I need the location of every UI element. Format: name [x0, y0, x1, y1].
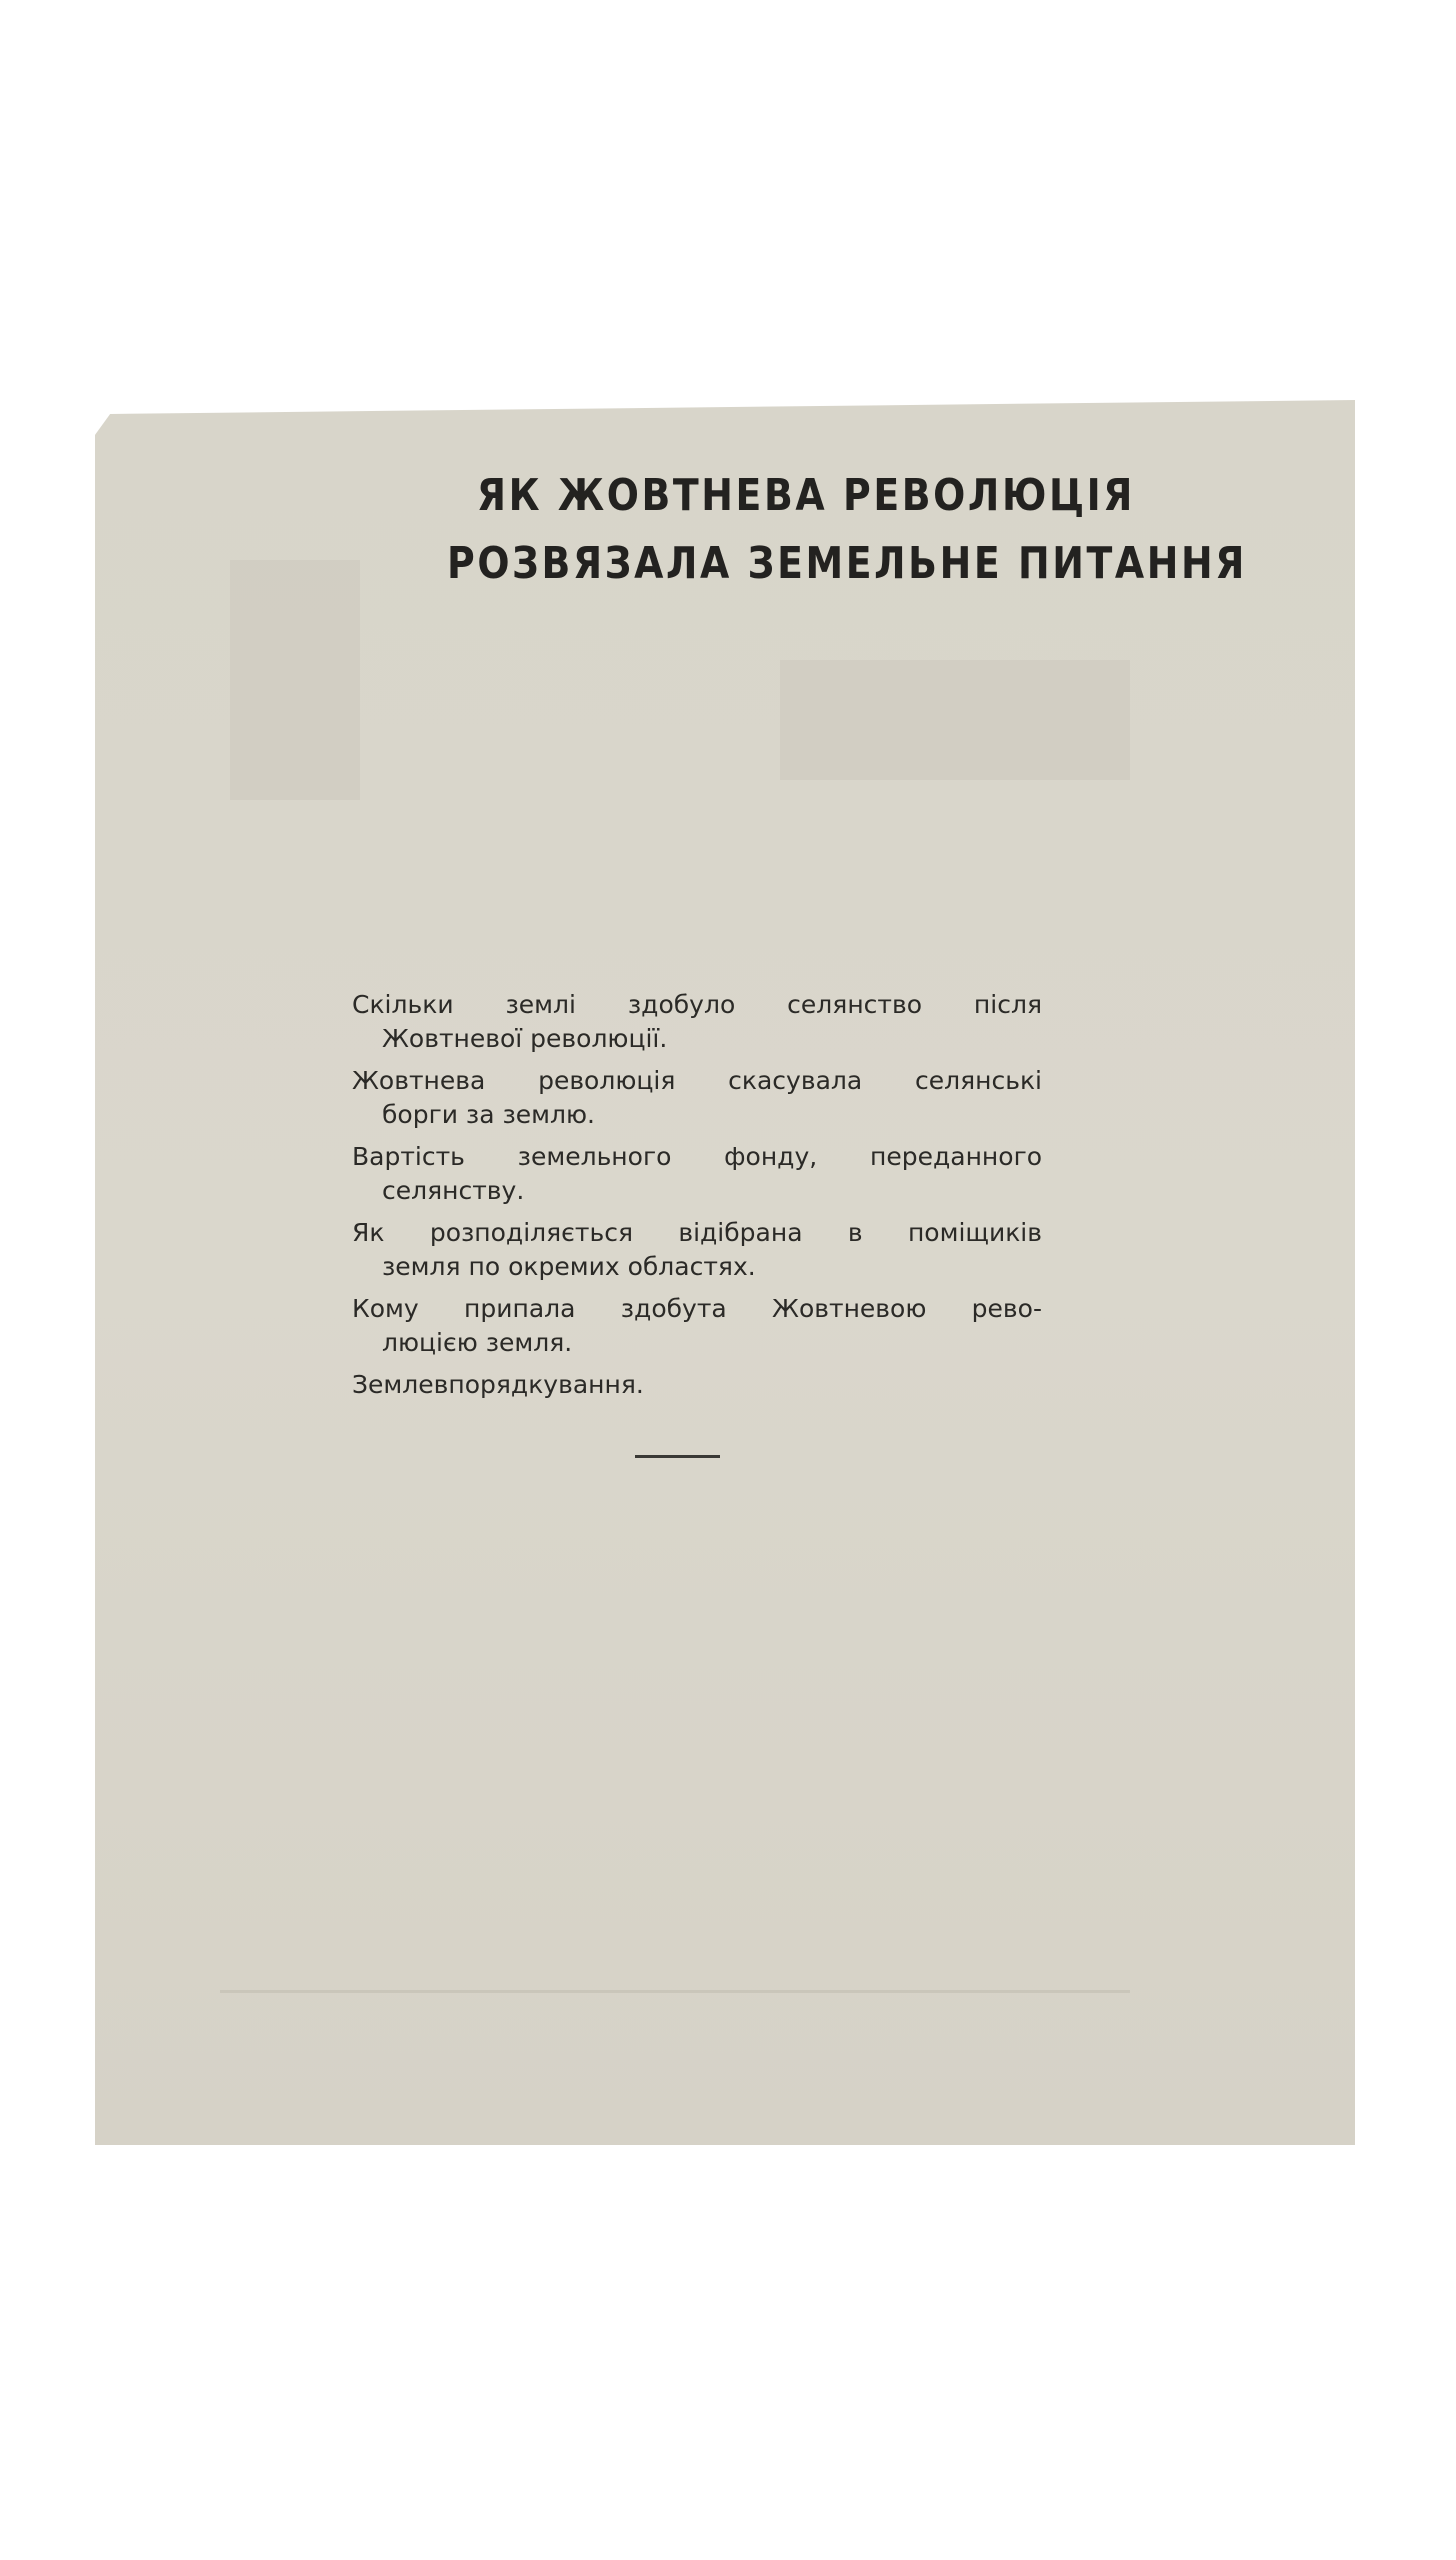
contents-item: Як розподіляється відібрана в поміщиків земля по окремих областях.	[352, 1218, 1042, 1281]
contents-item: Скільки землі здобуло селянство після Жовтневої революції.	[352, 990, 1042, 1053]
contents-item: Вартість земельного фонду, переданного селянству.	[352, 1142, 1042, 1205]
contents-item: Землевпорядкування.	[352, 1370, 644, 1399]
bleed-through-illustration	[780, 660, 1130, 780]
page-title	[447, 462, 1248, 598]
title-line-1: ЯК ЖОВТНЕВА РЕВОЛЮЦІЯ	[476, 470, 1135, 521]
title-line-2: РОЗВЯЗАЛА ЗЕМЕЛЬНЕ ПИТАННЯ	[447, 538, 1248, 589]
bleed-through-illustration	[230, 560, 360, 800]
bleed-through-rule	[220, 1990, 1130, 1993]
contents-item: Кому припала здобута Жовтневою рево- люцією земля.	[352, 1294, 1042, 1357]
section-divider	[635, 1455, 720, 1458]
contents-item: Жовтнева революція скасувала селянські борги за землю.	[352, 1066, 1042, 1129]
contents-list	[352, 988, 1042, 1410]
